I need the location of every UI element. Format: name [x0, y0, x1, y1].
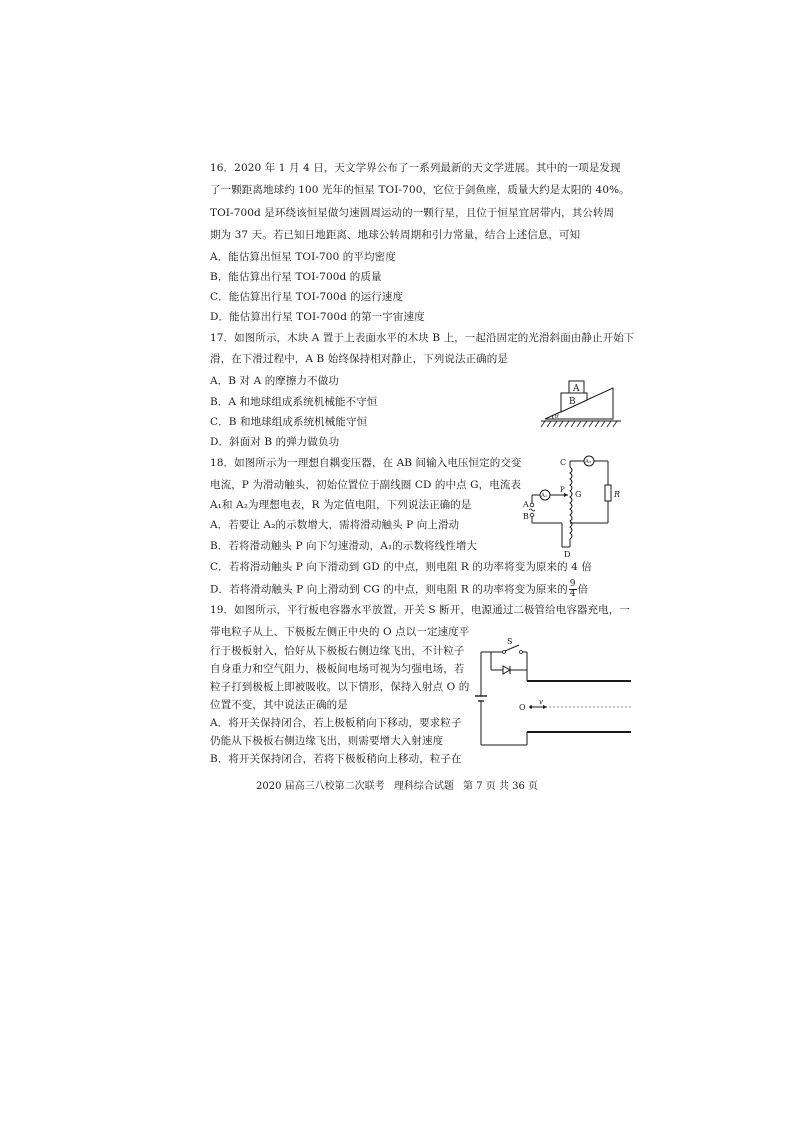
q18-option-a: A．若要让 A₂的示数增大，需将滑动触头 P 向上滑动	[210, 519, 460, 531]
q18-option-b: B．若将滑动触头 P 向下匀速滑动，A₁的示数将线性增大	[210, 540, 478, 552]
footer-page: 第 7 页 共 36 页	[463, 781, 538, 792]
q16-line: TOI-700d 是环绕该恒星做匀速圆周运动的一颗行星，且位于恒星宜居带内，其公转周	[210, 207, 615, 219]
q19-line: 自身重力和空气阻力，极板间电场可视为匀强电场，若	[210, 663, 465, 675]
q18-line: A₁和 A₂为理想电表，R 为定值电阻，下列说法正确的是	[210, 499, 472, 511]
q17-line: 滑，在下滑过程中，A B 始终保持相对静止，下列说法正确的是	[210, 353, 508, 365]
q19-line: 行于极板射入，恰好从下极板右侧边缘飞出，不计粒子	[210, 645, 465, 657]
diode	[503, 666, 510, 674]
q17-option-b: B．A 和地球组成系统机械能不守恒	[210, 396, 378, 408]
q16-option-c: C．能估算出行星 TOI-700d 的运行速度	[210, 291, 404, 303]
label-s: S	[507, 637, 513, 646]
fraction	[569, 580, 577, 599]
q17-option-c: C．B 和地球组成系统机械能守恒	[210, 416, 368, 428]
transformer-circuit-diagram	[518, 453, 628, 563]
entry-point-o	[529, 705, 532, 708]
resistor-r	[605, 485, 611, 501]
q16-line: 期为 37 天。若已知日地距离、地球公转周期和引力常量，结合上述信息，可知	[210, 229, 581, 241]
q17-line: 17．如图所示，木块 A 置于上表面水平的木块 B 上，一起沿固定的光滑斜面由静止开始下	[210, 332, 635, 344]
label-v: v	[539, 698, 543, 706]
q19-option-b: B．将开关保持闭合，若将下极板稍向上移动，粒子在	[210, 753, 462, 765]
q19-line: 位置不变，其中说法正确的是	[210, 699, 348, 711]
q17-option-a: A．B 对 A 的摩擦力不做功	[210, 375, 339, 387]
label-r: R	[614, 490, 621, 499]
q18-option-d-tail: 倍	[577, 583, 589, 596]
label-c: C	[560, 458, 567, 467]
footer-exam: 2020 届高三八校第二次联考	[256, 781, 385, 792]
label-o: O	[519, 703, 526, 712]
label-g: G	[575, 490, 582, 499]
footer-subject: 理科综合试题	[393, 781, 454, 792]
q18-line: 18．如图所示为一理想自耦变压器，在 AB 间输入电压恒定的交变	[210, 457, 522, 469]
q17-option-d: D．斜面对 B 的弹力做负功	[210, 436, 340, 448]
q19-line: 19．如图所示，平行板电容器水平放置，开关 S 断开，电源通过二极管给电容器充电，一	[210, 604, 630, 616]
q18-option-c: C．若将滑动触头 P 向下滑动到 GD 的中点，则电阻 R 的功率将变为原来的 4 倍	[210, 561, 592, 573]
label-p: P	[560, 486, 565, 494]
q16-option-b: B．能估算出行星 TOI-700d 的质量	[210, 271, 382, 283]
q19-line: 带电粒子从上、下极板左侧正中央的 O 点以一定速度平	[210, 626, 470, 638]
incline-diagram	[535, 376, 625, 436]
label-b: B	[569, 397, 576, 407]
label-a: A	[523, 500, 529, 509]
label-theta: θ	[555, 413, 559, 420]
label-d: D	[564, 550, 571, 559]
q16-option-a: A．能估算出恒星 TOI-700 的平均密度	[210, 251, 396, 263]
q19-line: 粒子打到极板上即被吸收。以下情形，保持入射点 O 的	[210, 681, 470, 693]
q18-option-d-text: D．若将滑动触头 P 向上滑动到 CG 的中点，则电阻 R 的功率将变为原来的	[210, 583, 568, 596]
capacitor-circuit-diagram	[475, 636, 635, 752]
q16-line: 了一颗距离地球约 100 光年的恒星 TOI-700，它位于剑鱼座，质量大约是太阳的 40%。	[210, 184, 630, 196]
q19-option-a-cont: 仍能从下极板右侧边缘飞出，则需要增大入射速度	[210, 735, 444, 747]
label-a2: A₂	[585, 459, 592, 465]
label-b: B	[523, 512, 529, 521]
q16-option-d: D．能估算出行星 TOI-700d 的第一宇宙速度	[210, 311, 425, 323]
q19-option-a: A．将开关保持闭合，若上极板稍向下移动，要求粒子	[210, 717, 462, 729]
q16-line: 16．2020 年 1 月 4 日，天文学界公布了一系列最新的天文学进展。其中的一项是发现	[210, 162, 621, 174]
coil	[570, 467, 572, 539]
fraction-numerator: 9	[569, 579, 576, 589]
fraction-denominator: 4	[569, 589, 576, 599]
q18-line: 电流，P 为滑动触头，初始位置位于副线圈 CD 的中点 G，电流表	[210, 479, 522, 491]
page-footer	[0, 780, 794, 794]
label-a1: A₁	[541, 493, 548, 499]
label-a: A	[573, 384, 580, 394]
q18-option-d	[210, 580, 588, 599]
